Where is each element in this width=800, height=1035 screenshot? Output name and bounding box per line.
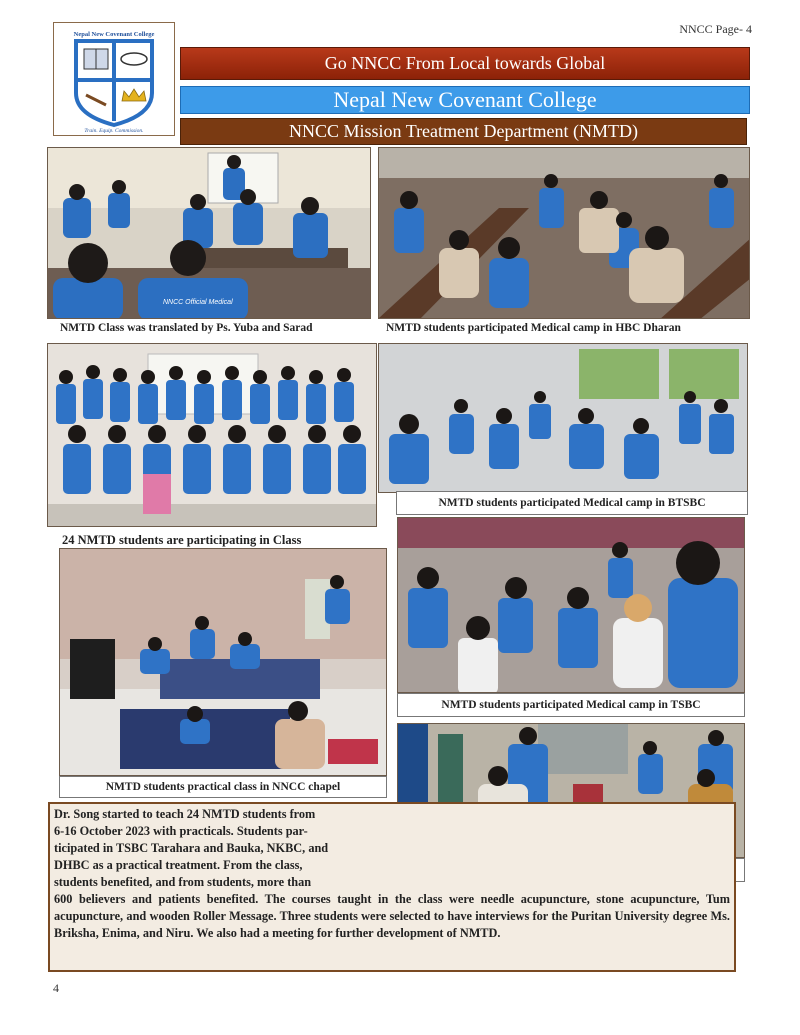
caption-photo5: NMTD students practical class in NNCC chapel (105, 781, 341, 793)
caption-photo1: NMTD Class was translated by Ps. Yuba and Sarad (60, 322, 313, 334)
caption-box-photo4 (396, 491, 748, 515)
caption-photo2: NMTD students participated Medical camp in HBC Dharan (386, 322, 681, 334)
college-logo (53, 22, 175, 136)
page-number: 4 (53, 981, 59, 995)
caption-photo3: 24 NMTD students are participating in Class (62, 533, 302, 547)
body-line: ticipated in TSBC Tarahara and Bauka, NKBC, and (54, 841, 329, 855)
photo-btsbc (378, 343, 748, 493)
motto-banner: Go NNCC From Local towards Global (180, 47, 750, 80)
caption-box-photo6 (397, 693, 745, 717)
body-line: 6-16 October 2023 with practicals. Students par- (54, 824, 308, 838)
logo-motto: Train. Equip. Commission. (84, 128, 144, 134)
body-text-wide: 600 believers and patients benefited. The courses taught in the class were needle acupuncture, stone acupuncture, Tum acupuncture, and wooden Roller Message. Three students were selected to have interviews for the Puritan University degree Ms. Briksha, Enima, and Niru. We also had a meeting for further development of NMTD. (54, 892, 730, 940)
body-text-narrow (54, 806, 394, 891)
body-line: students benefited, and from students, more than (54, 875, 312, 889)
caption-photo6: NMTD students participated Medical camp in TSBC (441, 699, 701, 711)
page-label: NNCC Page- 4 (679, 22, 752, 36)
body-line: Dr. Song started to teach 24 NMTD students from (54, 807, 316, 821)
logo-name: Nepal New Covenant College (73, 31, 155, 38)
vest-text: NNCC Official Medical (163, 299, 233, 306)
photo-tsbc (397, 517, 745, 693)
photo-chapel-practical (59, 548, 387, 776)
college-banner: Nepal New Covenant College (180, 86, 750, 114)
caption-photo4: NMTD students participated Medical camp in BTSBC (438, 497, 706, 509)
department-banner: NNCC Mission Treatment Department (NMTD) (180, 118, 747, 145)
photo-hbc-dharan (378, 147, 750, 319)
body-line: DHBC as a practical treatment. From the class, (54, 858, 303, 872)
caption-box-photo5 (59, 776, 387, 798)
photo-group-class (47, 343, 377, 527)
photo-class-translation (47, 147, 371, 319)
